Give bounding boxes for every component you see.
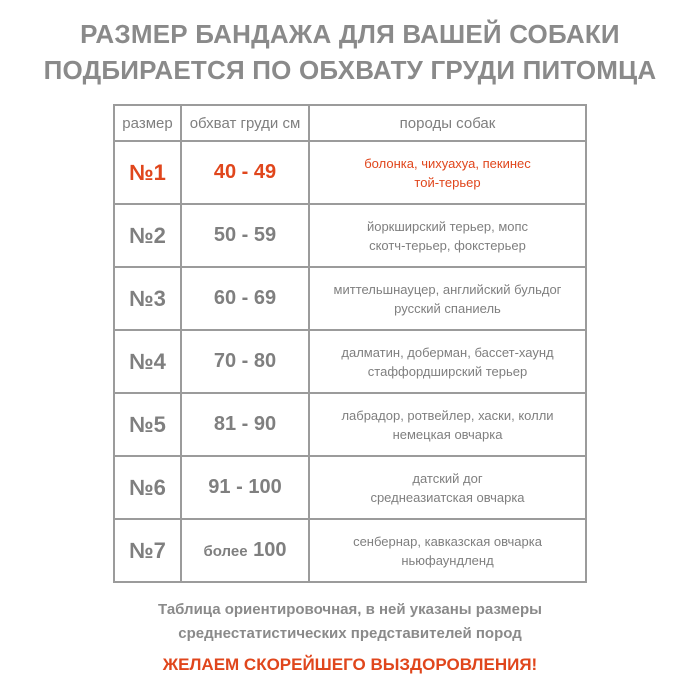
note-line-2: среднестатистических представителей пород — [178, 625, 522, 642]
breeds-line-1: миттельшнауцер, английский бульдог — [333, 281, 562, 297]
girth-value: 50 - 59 — [213, 224, 277, 246]
girth-cell — [181, 456, 309, 519]
size-cell: №1 — [114, 141, 181, 204]
get-well-wish: ЖЕЛАЕМ СКОРЕЙШЕГО ВЫЗДОРОВЛЕНИЯ! — [162, 655, 538, 674]
breeds-line-2: немецкая овчарка — [392, 426, 503, 442]
girth-cell — [181, 393, 309, 456]
breeds-cell — [309, 267, 586, 330]
size-cell: №6 — [114, 456, 181, 519]
girth-cell — [181, 519, 309, 582]
girth-value: 100 — [253, 539, 287, 561]
size-cell: №3 — [114, 267, 181, 330]
size-cell: №5 — [114, 393, 181, 456]
girth-cell — [181, 267, 309, 330]
table-row-size-4 — [114, 330, 586, 393]
breeds-line-2: скотч-терьер, фокстерьер — [369, 237, 526, 253]
breeds-cell — [309, 456, 586, 519]
girth-cell — [181, 141, 309, 204]
table-row-size-1 — [114, 141, 586, 204]
breeds-line-2: ньюфаундленд — [401, 552, 494, 568]
table-row-size-7 — [114, 519, 586, 582]
girth-value: 40 - 49 — [213, 161, 277, 183]
breeds-cell — [309, 519, 586, 582]
table-row-size-5 — [114, 393, 586, 456]
title-line-1: РАЗМЕР БАНДАЖА ДЛЯ ВАШЕЙ СОБАКИ — [80, 19, 620, 49]
breeds-line-1: датский дог — [412, 470, 483, 486]
title-line-2: ПОДБИРАЕТСЯ ПО ОБХВАТУ ГРУДИ ПИТОМЦА — [43, 55, 657, 85]
header-breeds: породы собак — [309, 105, 586, 141]
girth-cell — [181, 204, 309, 267]
breeds-line-2: стаффордширский терьер — [367, 363, 528, 379]
header-size: размер — [114, 105, 181, 141]
breeds-cell — [309, 141, 586, 204]
disclaimer-note — [0, 598, 700, 646]
table-row-size-2 — [114, 204, 586, 267]
breeds-cell — [309, 204, 586, 267]
size-cell: №2 — [114, 204, 181, 267]
breeds-line-1: болонка, чихуахуа, пекинес — [364, 155, 531, 171]
breeds-line-1: йоркширский терьер, мопс — [366, 218, 529, 234]
table-header-row — [114, 105, 586, 141]
girth-value: 60 - 69 — [213, 287, 277, 309]
breeds-line-1: сенбернар, кавказская овчарка — [353, 533, 542, 549]
girth-value: 70 - 80 — [213, 350, 277, 372]
breeds-line-2: той-терьер — [414, 174, 481, 190]
size-cell: №7 — [114, 519, 181, 582]
table-row-size-3 — [114, 267, 586, 330]
breeds-line-1: лабрадор, ротвейлер, хаски, колли — [341, 407, 554, 423]
breeds-line-1: далматин, доберман, бассет-хаунд — [341, 344, 554, 360]
girth-value: 81 - 90 — [213, 413, 277, 435]
size-table — [113, 104, 587, 583]
note-line-1: Таблица ориентировочная, в ней указаны размеры — [158, 601, 542, 618]
page-title — [0, 16, 700, 88]
girth-prefix: более — [203, 543, 248, 560]
breeds-line-2: среднеазиатская овчарка — [370, 489, 525, 505]
girth-value: 91 - 100 — [208, 476, 282, 498]
breeds-cell — [309, 393, 586, 456]
table-row-size-6 — [114, 456, 586, 519]
breeds-line-2: русский спаниель — [394, 300, 501, 316]
breeds-cell — [309, 330, 586, 393]
size-cell: №4 — [114, 330, 181, 393]
girth-cell — [181, 330, 309, 393]
header-girth: обхват груди см — [181, 105, 309, 141]
